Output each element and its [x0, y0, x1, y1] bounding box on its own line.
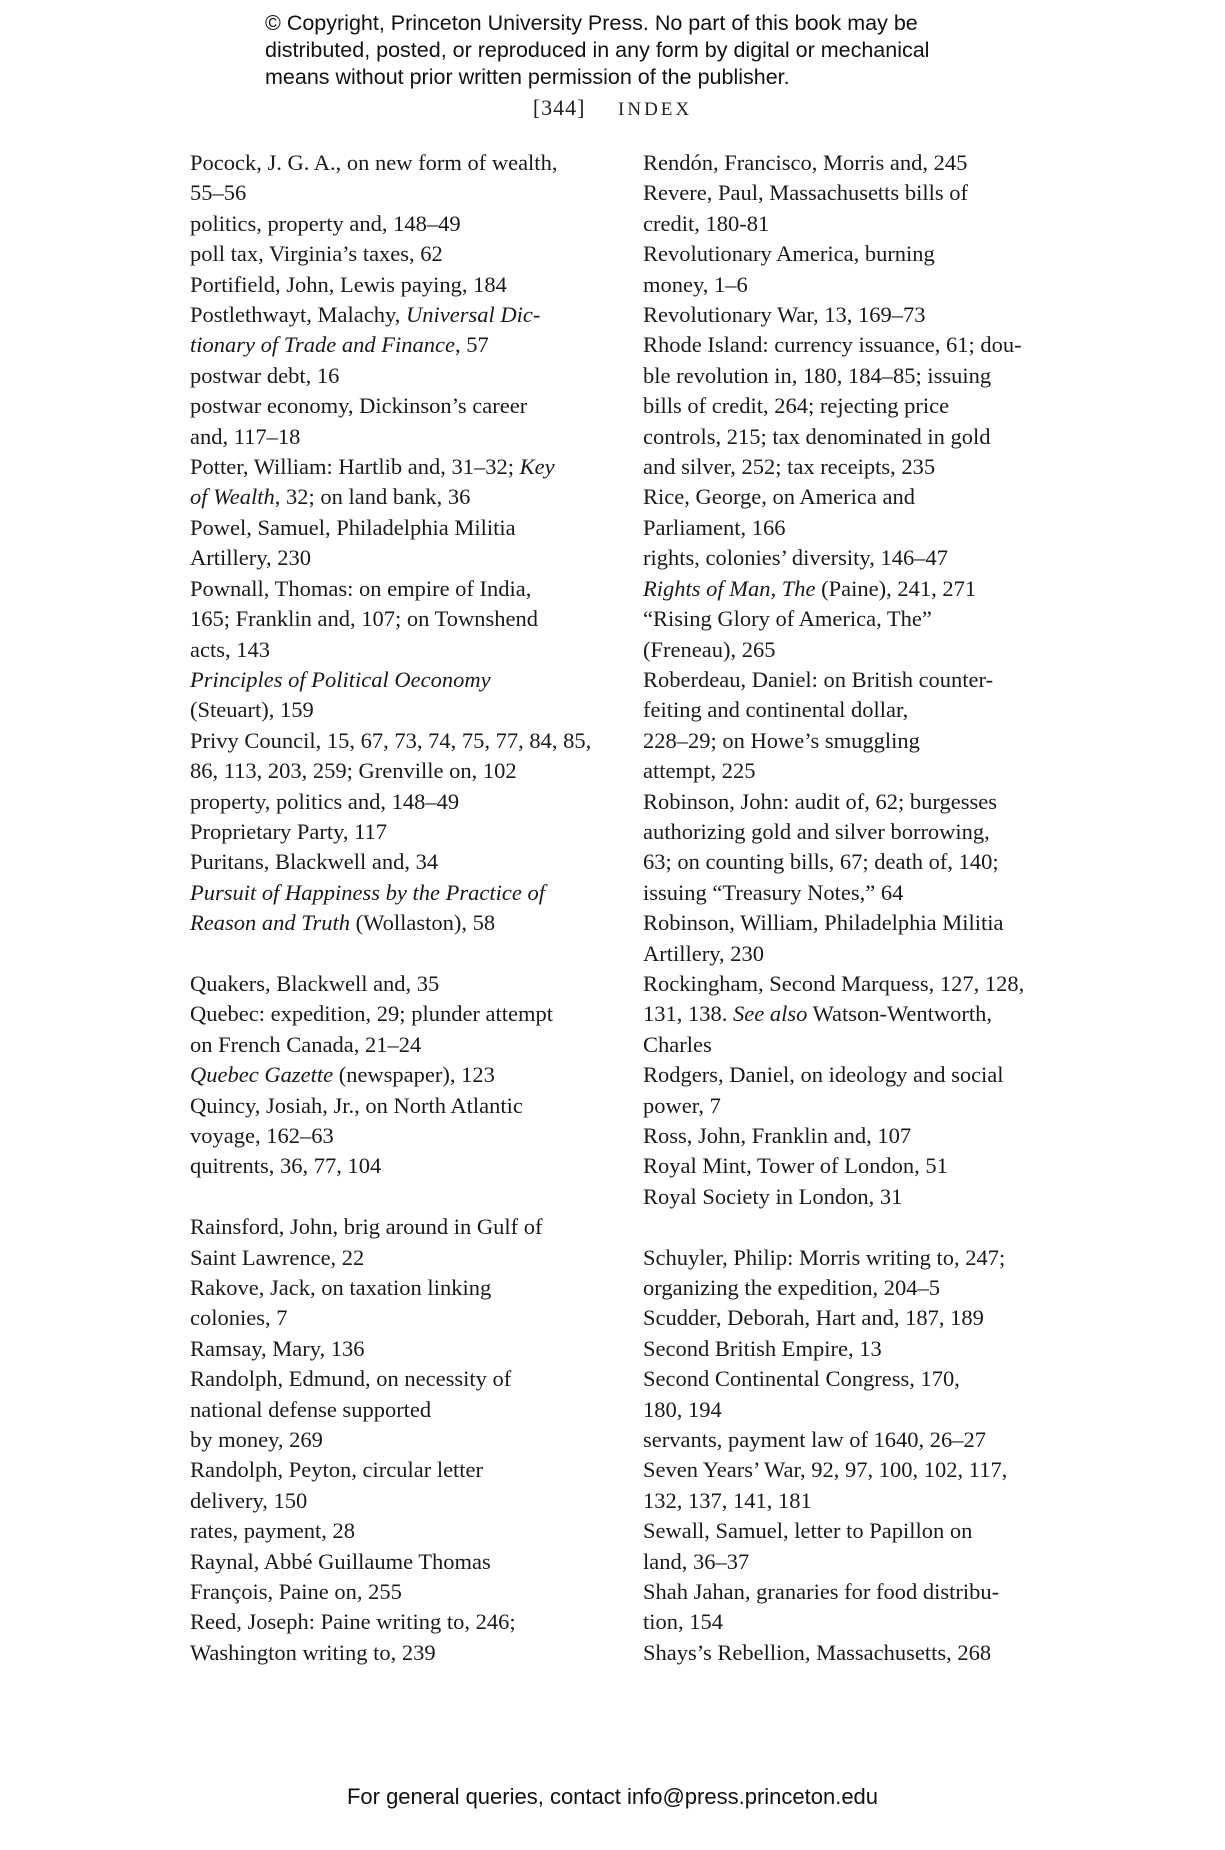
index-entry-line: 165; Franklin and, 107; on Townshend: [190, 606, 538, 632]
index-entry: [190, 999, 610, 1060]
copyright-line: © Copyright, Princeton University Press. No part of this book may be: [265, 11, 918, 35]
index-entry: [190, 787, 610, 817]
copyright-line: means without prior written permission of the publisher.: [265, 65, 790, 89]
index-entry: [190, 574, 610, 665]
index-entry-line: 86, 113, 203, 259; Grenville on, 102: [190, 758, 517, 784]
index-entry-line: 63; on counting bills, 67; death of, 140;: [643, 849, 999, 875]
index-entry-line: Revere, Paul, Massachusetts bills of: [643, 180, 968, 206]
index-entry-line: postwar economy, Dickinson’s career: [190, 393, 528, 419]
index-entry: [643, 1151, 1063, 1181]
index-entry: [190, 1151, 610, 1181]
index-entry: [643, 330, 1063, 482]
index-entry: [643, 1577, 1063, 1638]
index-entry: [190, 1364, 610, 1455]
index-entry-line: Quebec: expedition, 29; plunder attempt: [190, 1001, 554, 1027]
index-entry: [190, 1455, 610, 1516]
index-entry-line: Raynal, Abbé Guillaume Thomas: [190, 1548, 491, 1574]
index-entry-line: attempt, 225: [643, 758, 756, 784]
index-entry-line: Postlethwayt, Malachy, Universal Dic-: [190, 302, 541, 328]
index-entry-line: acts, 143: [190, 636, 270, 662]
index-entry-line: (Steuart), 159: [190, 697, 314, 723]
index-entry: [643, 482, 1063, 543]
index-entry-line: (Freneau), 265: [643, 636, 776, 662]
footer-contact: For general queries, contact info@press.princeton.edu: [346, 1784, 879, 1809]
index-entry-line: Parliament, 166: [643, 514, 786, 540]
index-entry-line: property, politics and, 148–49: [190, 788, 460, 814]
index-entry-line: Pownall, Thomas: on empire of India,: [190, 575, 532, 601]
index-entry: [643, 1121, 1063, 1151]
index-entry-line: Robinson, William, Philadelphia Militia: [643, 910, 1004, 936]
index-entry-line: money, 1–6: [643, 271, 748, 297]
index-entry: [643, 1243, 1063, 1304]
index-entry-line: Seven Years’ War, 92, 97, 100, 102, 117,: [643, 1457, 1008, 1483]
index-entry-line: organizing the expedition, 204–5: [643, 1275, 941, 1301]
index-entry-line: Royal Mint, Tower of London, 51: [643, 1153, 948, 1179]
index-entry-line: Sewall, Samuel, letter to Papillon on: [643, 1518, 973, 1544]
index-entry: [643, 1455, 1063, 1516]
index-entry-line: Rodgers, Daniel, on ideology and social: [643, 1062, 1004, 1088]
index-entry: [643, 300, 1063, 330]
index-entry-line: Rockingham, Second Marquess, 127, 128,: [643, 970, 1025, 996]
index-entry: [190, 300, 610, 361]
index-entry-line: Potter, William: Hartlib and, 31–32; Key: [190, 454, 555, 480]
index-entry: [190, 817, 610, 847]
copyright-notice: [265, 10, 985, 91]
index-entry-line: by money, 269: [190, 1427, 323, 1453]
index-entry: [643, 665, 1063, 787]
index-entry: [643, 178, 1063, 239]
index-entry: [190, 878, 610, 939]
index-entry-line: servants, payment law of 1640, 26–27: [643, 1427, 987, 1453]
index-entry: [190, 847, 610, 877]
index-entry-line: Artillery, 230: [643, 940, 765, 966]
index-entry: [190, 361, 610, 391]
index-entry-line: Puritans, Blackwell and, 34: [190, 849, 439, 875]
index-entry: [643, 1303, 1063, 1333]
index-entry: [190, 1516, 610, 1546]
index-entry-line: Revolutionary War, 13, 169–73: [643, 302, 926, 328]
index-entry: [643, 604, 1063, 665]
index-entry-line: Shays’s Rebellion, Massachusetts, 268: [643, 1639, 992, 1665]
index-entry-line: quitrents, 36, 77, 104: [190, 1153, 382, 1179]
index-entry-line: Randolph, Edmund, on necessity of: [190, 1366, 512, 1392]
index-entry-line: Rights of Man, The (Paine), 241, 271: [643, 575, 977, 601]
letter-group-gap: [190, 1182, 610, 1212]
index-entry-line: François, Paine on, 255: [190, 1579, 402, 1605]
index-entry-line: Rhode Island: currency issuance, 61; dou-: [643, 332, 1022, 358]
index-column-left: [190, 148, 610, 1668]
index-entry-line: feiting and continental dollar,: [643, 697, 909, 723]
index-entry: [190, 148, 610, 209]
index-entry-line: national defense supported: [190, 1396, 432, 1422]
index-entry-line: rates, payment, 28: [190, 1518, 355, 1544]
index-entry-line: Privy Council, 15, 67, 73, 74, 75, 77, 84, 85,: [190, 727, 592, 753]
index-entry: [190, 969, 610, 999]
index-entry-line: authorizing gold and silver borrowing,: [643, 818, 990, 844]
section-title: INDEX: [618, 99, 693, 120]
index-entry: [190, 270, 610, 300]
copyright-line: distributed, posted, or reproduced in any form by digital or mechanical: [265, 38, 930, 62]
index-entry-line: Rakove, Jack, on taxation linking: [190, 1275, 492, 1300]
index-entry-line: Roberdeau, Daniel: on British counter-: [643, 666, 994, 692]
index-entry-line: 132, 137, 141, 181: [643, 1487, 812, 1513]
index-entry-line: Quincy, Josiah, Jr., on North Atlantic: [190, 1092, 523, 1118]
index-entry: [643, 239, 1063, 300]
index-entry: [190, 391, 610, 452]
page-number: [344]: [532, 95, 586, 120]
index-entry: [190, 1607, 610, 1668]
index-entry: [643, 1060, 1063, 1121]
index-entry-line: “Rising Glory of America, The”: [643, 606, 932, 632]
index-entry-line: rights, colonies’ diversity, 146–47: [643, 545, 948, 571]
index-entry-line: Charles: [643, 1031, 712, 1057]
index-entry-line: Pursuit of Happiness by the Practice of: [190, 879, 545, 905]
letter-group-gap: [643, 1212, 1063, 1242]
index-entry: [190, 1334, 610, 1364]
index-entry-line: Quebec Gazette (newspaper), 123: [190, 1062, 495, 1088]
index-entry: [643, 1334, 1063, 1364]
index-entry-line: tionary of Trade and Finance, 57: [190, 332, 489, 358]
index-entry-line: Reed, Joseph: Paine writing to, 246;: [190, 1609, 516, 1635]
index-entry: [643, 1516, 1063, 1577]
index-column-right: [643, 148, 1063, 1668]
index-entry-line: power, 7: [643, 1092, 721, 1118]
index-entry: [190, 726, 610, 787]
index-entry-line: Revolutionary America, burning: [643, 241, 935, 267]
index-entry-line: Schuyler, Philip: Morris writing to, 247;: [643, 1244, 1006, 1270]
index-entry-line: Robinson, John: audit of, 62; burgesses: [643, 788, 997, 814]
index-entry-line: Proprietary Party, 117: [190, 818, 388, 844]
index-entry: [643, 969, 1063, 1060]
index-entry-line: poll tax, Virginia’s taxes, 62: [190, 241, 443, 267]
index-entry-line: of Wealth, 32; on land bank, 36: [190, 484, 471, 510]
index-entry-line: Second Continental Congress, 170,: [643, 1366, 960, 1392]
index-entry: [643, 1425, 1063, 1455]
index-entry-line: Saint Lawrence, 22: [190, 1244, 365, 1270]
index-entry-line: Rainsford, John, brig around in Gulf of: [190, 1214, 543, 1240]
index-entry-line: controls, 215; tax denominated in gold: [643, 423, 991, 449]
index-entry-line: 228–29; on Howe’s smuggling: [643, 727, 920, 753]
index-entry-line: land, 36–37: [643, 1548, 750, 1574]
index-entry: [643, 543, 1063, 573]
letter-group-gap: [190, 939, 610, 969]
index-entry: [190, 1212, 610, 1273]
index-entry: [643, 148, 1063, 178]
index-entry-line: voyage, 162–63: [190, 1122, 334, 1148]
index-entry: [643, 1182, 1063, 1212]
index-entry-line: 55–56: [190, 180, 247, 206]
index-entry: [643, 908, 1063, 969]
index-entry-line: ble revolution in, 180, 184–85; issuing: [643, 362, 992, 388]
index-entry-line: on French Canada, 21–24: [190, 1031, 422, 1057]
index-entry: [190, 1547, 610, 1608]
index-entry-line: Washington writing to, 239: [190, 1639, 436, 1665]
index-entry-line: postwar debt, 16: [190, 362, 340, 388]
index-entry-line: delivery, 150: [190, 1487, 308, 1513]
index-entry: [190, 209, 610, 239]
index-entry-line: Artillery, 230: [190, 545, 312, 571]
index-entry-line: and, 117–18: [190, 423, 301, 449]
index-entry-line: Randolph, Peyton, circular letter: [190, 1457, 484, 1483]
index-entry-line: credit, 180-81: [643, 210, 770, 236]
index-entry-line: Principles of Political Oeconomy: [190, 666, 491, 692]
index-entry: [643, 787, 1063, 909]
index-entry-line: 131, 138. See also Watson-Wentworth,: [643, 1001, 993, 1027]
index-entry-line: bills of credit, 264; rejecting price: [643, 393, 950, 419]
index-entry: [643, 1638, 1063, 1668]
index-entry: [643, 574, 1063, 604]
index-entry-line: tion, 154: [643, 1609, 724, 1635]
index-entry-line: Portifield, John, Lewis paying, 184: [190, 271, 507, 297]
index-entry-line: and silver, 252; tax receipts, 235: [643, 454, 936, 480]
index-entry-line: Reason and Truth (Wollaston), 58: [190, 910, 496, 936]
index-entry: [190, 665, 610, 726]
index-entry-line: Pocock, J. G. A., on new form of wealth,: [190, 150, 558, 175]
index-entry-line: Rendón, Francisco, Morris and, 245: [643, 150, 968, 175]
index-entry: [190, 513, 610, 574]
index-entry: [190, 452, 610, 513]
index-entry-line: Rice, George, on America and: [643, 484, 915, 510]
index-entry-line: Powel, Samuel, Philadelphia Militia: [190, 514, 516, 540]
index-entry-line: colonies, 7: [190, 1305, 288, 1331]
index-entry-line: politics, property and, 148–49: [190, 210, 461, 236]
index-entry-line: Second British Empire, 13: [643, 1335, 882, 1361]
index-entry-line: Ramsay, Mary, 136: [190, 1335, 365, 1361]
index-entry-line: Royal Society in London, 31: [643, 1183, 903, 1209]
index-entry-line: issuing “Treasury Notes,” 64: [643, 879, 904, 905]
index-entry-line: Scudder, Deborah, Hart and, 187, 189: [643, 1305, 984, 1331]
index-entry: [643, 1364, 1063, 1425]
index-entry: [190, 1273, 610, 1334]
running-head: [0, 95, 1225, 121]
index-entry: [190, 1091, 610, 1152]
index-entry: [190, 239, 610, 269]
index-entry: [190, 1060, 610, 1090]
index-entry-line: 180, 194: [643, 1396, 722, 1422]
index-entry-line: Quakers, Blackwell and, 35: [190, 970, 440, 996]
index-entry-line: Shah Jahan, granaries for food distribu-: [643, 1579, 1000, 1605]
index-entry-line: Ross, John, Franklin and, 107: [643, 1123, 912, 1148]
